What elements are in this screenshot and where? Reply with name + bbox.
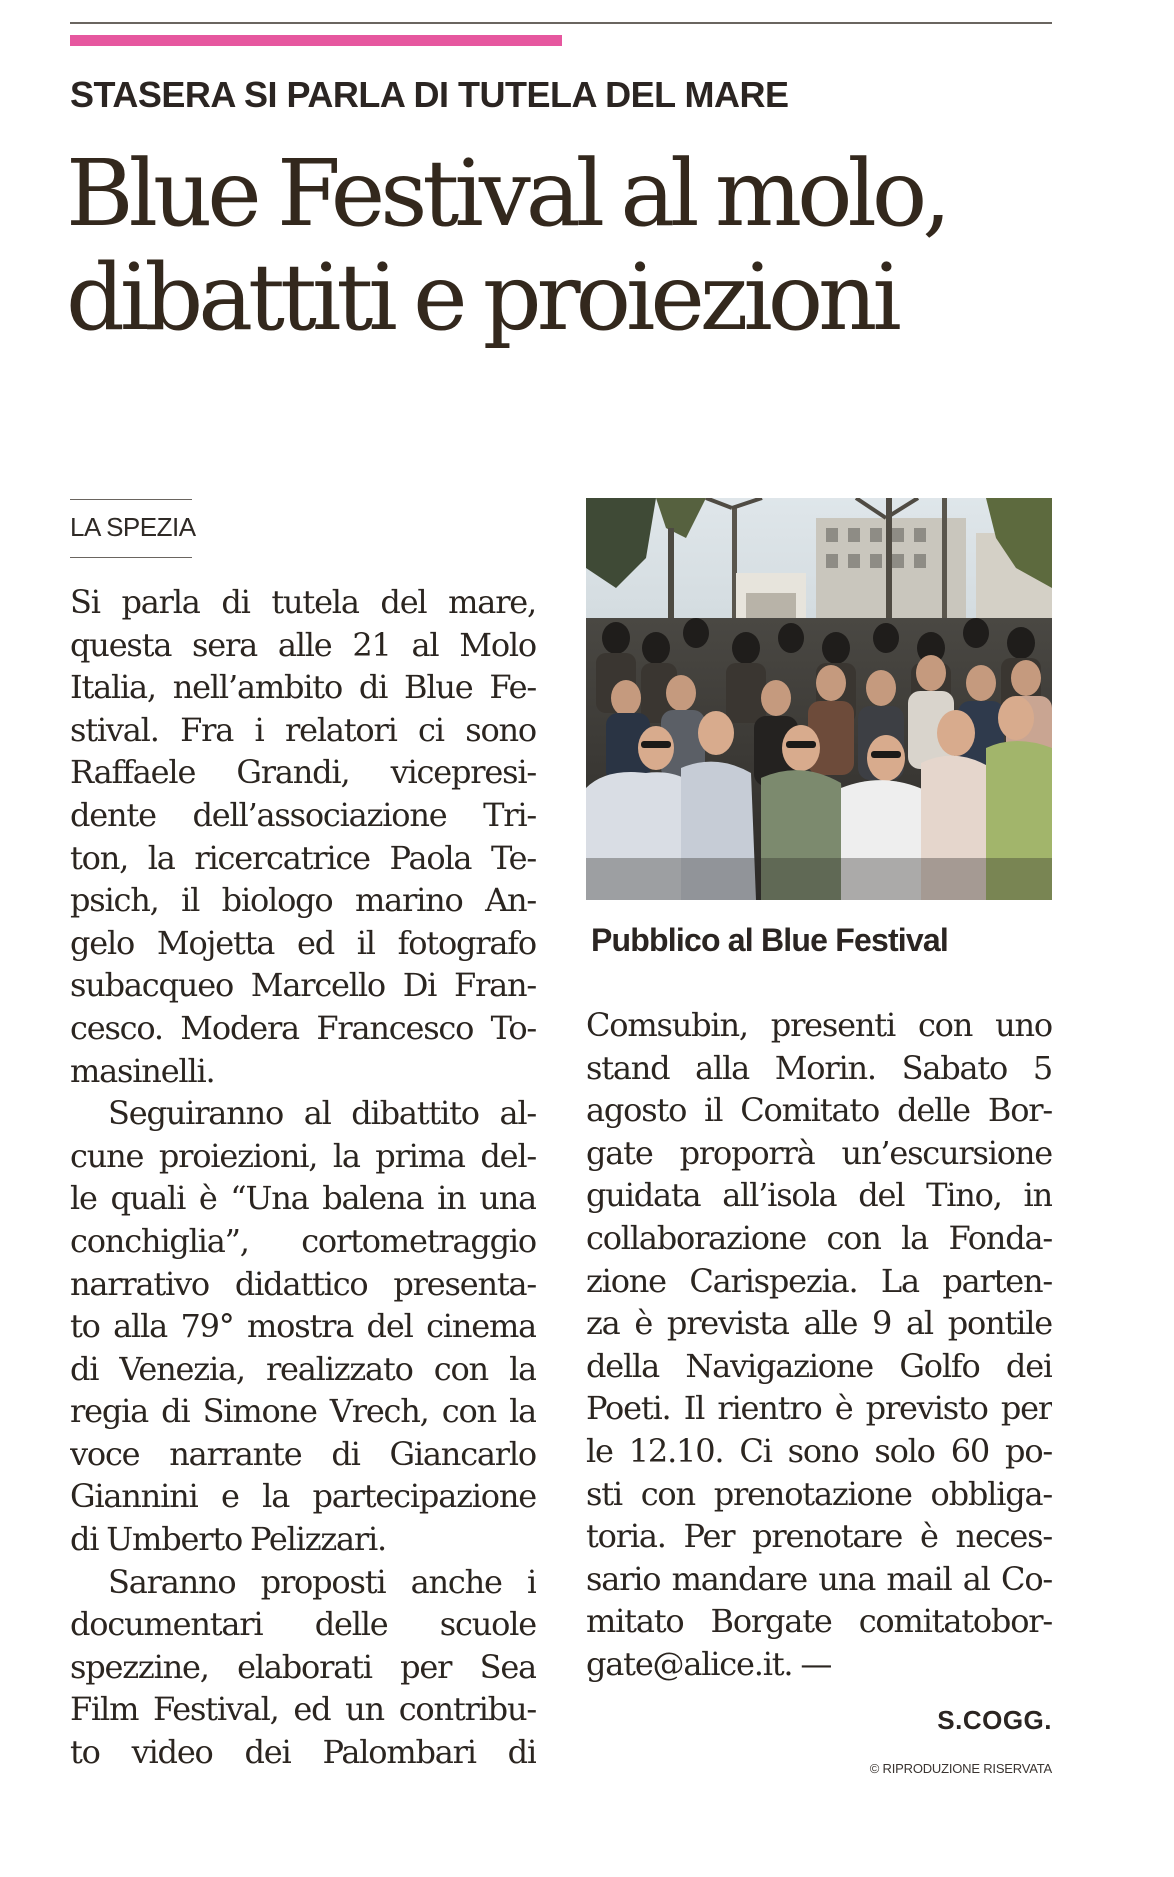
text-line: regia di Simone Vrech, con la — [70, 1392, 536, 1431]
text-line: cesco. Modera Francesco To- — [70, 1008, 536, 1047]
text-line: sario mandare una mail al Co- — [586, 1559, 1052, 1598]
text-line: di Umberto Pelizzari. — [70, 1520, 387, 1559]
text-line: sti con prenotazione obbliga- — [586, 1474, 1052, 1513]
text-line: Seguiranno al dibattito al- — [108, 1094, 536, 1133]
text-line: Italia, nell’ambito di Blue Fe- — [70, 668, 536, 707]
dateline-rule-bottom — [70, 557, 192, 558]
text-line: Giannini e la partecipazione — [70, 1477, 536, 1516]
text-line: Film Festival, ed un contribu- — [70, 1690, 536, 1729]
text-line: gate@alice.it. — — [586, 1644, 832, 1683]
author-byline: S.COGG. — [937, 1705, 1052, 1735]
text-line: Raffaele Grandi, vicepresi- — [70, 753, 536, 792]
top-rule — [70, 22, 1052, 24]
dateline: LA SPEZIA — [70, 512, 196, 542]
text-line: psich, il biologo marino An- — [70, 881, 536, 920]
text-line: Comsubin, presenti con uno — [586, 1006, 1052, 1044]
text-line: voce narrante di Giancarlo — [70, 1434, 536, 1473]
text-line: toria. Per prenotare è neces- — [586, 1517, 1052, 1556]
text-line: masinelli. — [70, 1051, 215, 1090]
text-line: subacqueo Marcello Di Fran- — [70, 966, 536, 1005]
text-line: narrativo didattico presenta- — [70, 1264, 536, 1303]
audience-photo-illustration — [586, 498, 1052, 900]
section-accent-bar — [70, 35, 562, 46]
text-line: ton, la ricercatrice Paola Te- — [70, 838, 536, 877]
text-line: della Navigazione Golfo dei — [586, 1346, 1052, 1385]
text-line: cune proiezioni, la prima del- — [70, 1136, 536, 1175]
text-line: di Venezia, realizzato con la — [70, 1349, 536, 1388]
text-line: agosto il Comitato delle Bor- — [586, 1091, 1052, 1130]
text-line: Si parla di tutela del mare, — [70, 583, 536, 621]
headline-line-2: dibattiti e proiezioni — [66, 244, 897, 351]
text-line: zione Carispezia. La parten- — [586, 1261, 1052, 1300]
text-line: documentari delle scuole — [70, 1605, 536, 1644]
headline-line-1: Blue Festival al molo, — [66, 140, 947, 247]
article-column-left — [70, 581, 536, 1774]
text-line: stand alla Morin. Sabato 5 — [586, 1048, 1052, 1087]
text-line: Saranno proposti anche i — [108, 1562, 536, 1601]
text-line: collaborazione con la Fonda- — [586, 1218, 1052, 1257]
text-line: gate proporrà un’escursione — [586, 1133, 1052, 1172]
headline — [66, 142, 1066, 350]
text-line: questa sera alle 21 al Molo — [70, 625, 536, 664]
text-line: guidata all’isola del Tino, in — [586, 1176, 1052, 1215]
kicker: STASERA SI PARLA DI TUTELA DEL MARE — [70, 74, 789, 115]
text-line: mitato Borgate comitatobor- — [586, 1602, 1052, 1641]
text-line: le quali è “Una balena in una — [70, 1179, 536, 1218]
text-line: conchiglia”, cortometraggio — [70, 1221, 536, 1260]
text-line: gelo Mojetta ed il fotografo — [70, 923, 536, 962]
dateline-rule-top — [70, 499, 192, 500]
text-line: za è prevista alle 9 al pontile — [586, 1304, 1052, 1343]
text-line: to alla 79° mostra del cinema — [70, 1307, 536, 1346]
copyright-notice: © RIPRODUZIONE RISERVATA — [869, 1761, 1052, 1776]
text-line: to video dei Palombari di — [70, 1733, 536, 1772]
text-line: dente dell’associazione Tri- — [70, 795, 536, 834]
event-photo — [586, 498, 1052, 900]
text-line: le 12.10. Ci sono solo 60 po- — [586, 1431, 1052, 1470]
text-line: spezzine, elaborati per Sea — [70, 1647, 536, 1686]
text-line: Poeti. Il rientro è previsto per — [586, 1389, 1052, 1428]
text-line: stival. Fra i relatori ci sono — [70, 710, 536, 749]
article-column-right — [586, 1004, 1052, 1686]
photo-caption: Pubblico al Blue Festival — [591, 922, 948, 958]
